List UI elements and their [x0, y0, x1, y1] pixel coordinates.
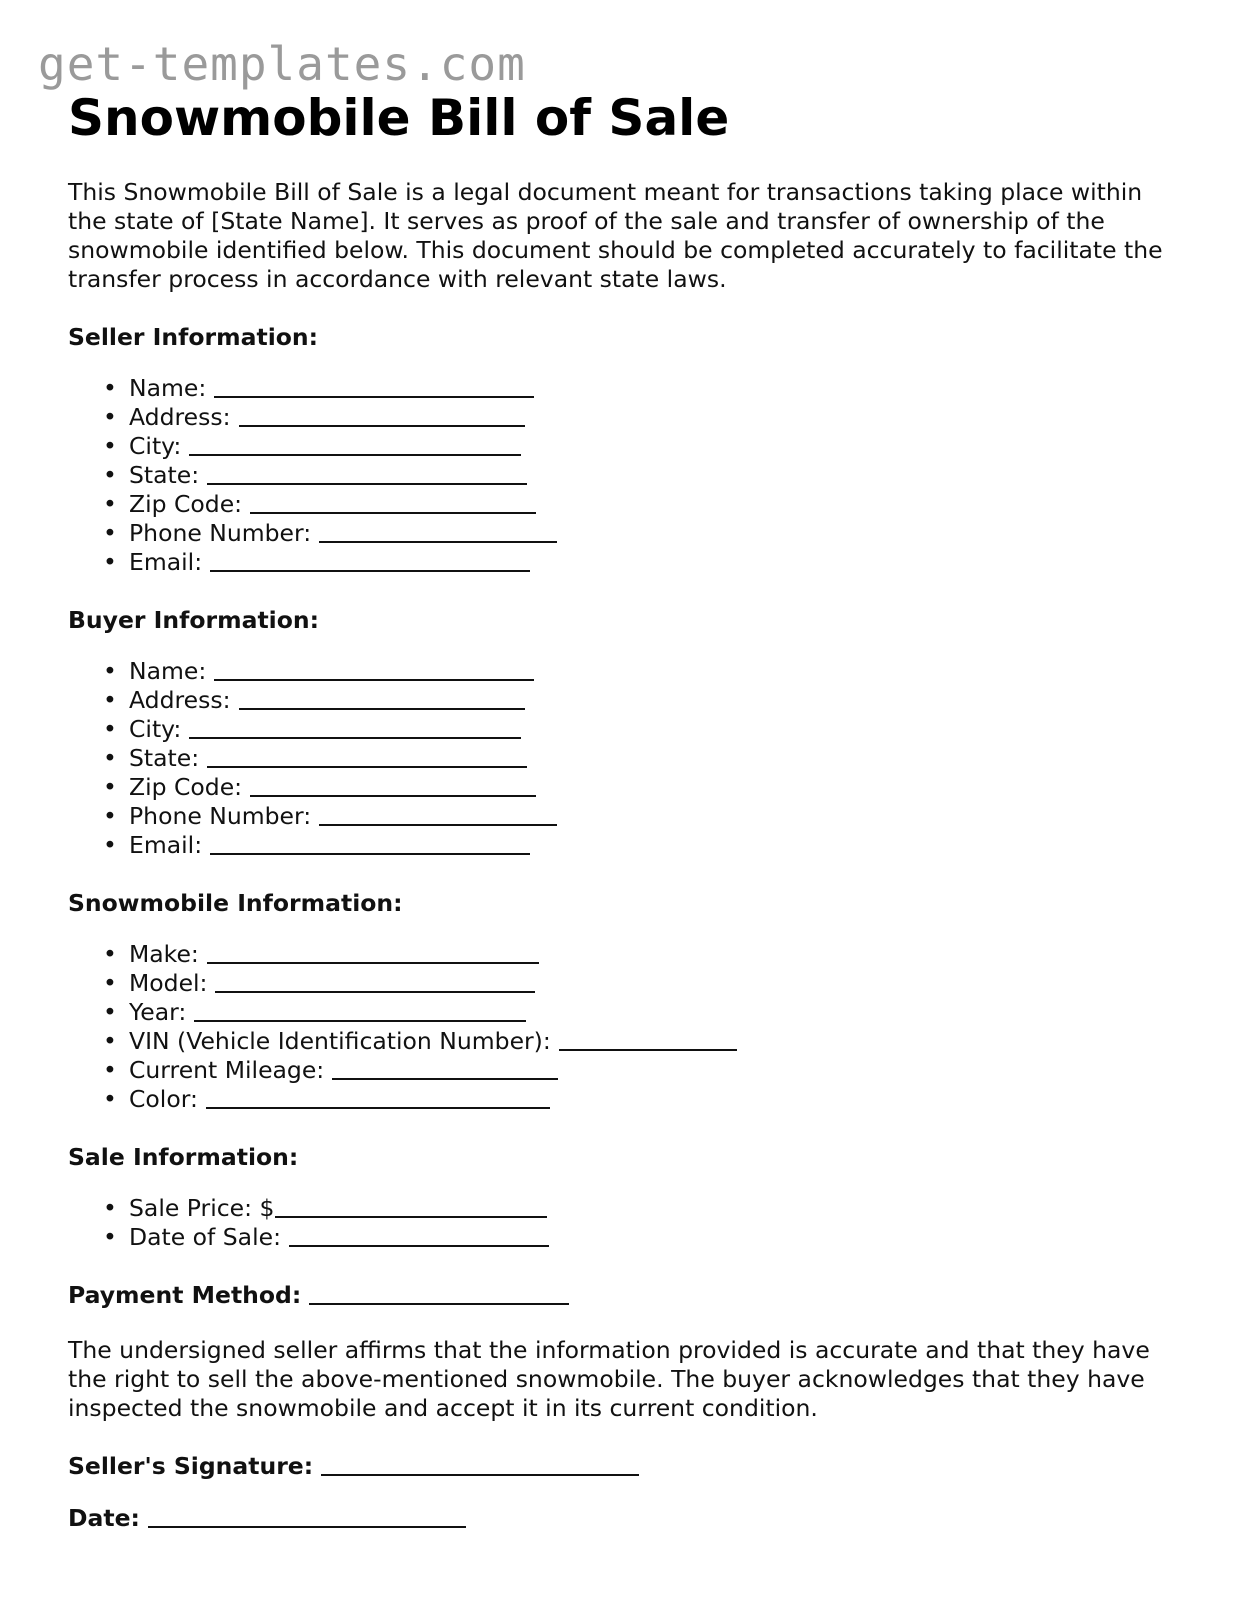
field-label: Email: [129, 548, 203, 576]
snowmobile-make-blank[interactable] [207, 962, 539, 964]
buyer-name-item [129, 657, 1188, 686]
seller-signature-label: Seller's Signature: [68, 1452, 314, 1480]
snowmobile-mileage-blank[interactable] [332, 1078, 558, 1080]
field-label: Name: [129, 374, 207, 402]
sale-date-blank[interactable] [289, 1245, 549, 1247]
snowmobile-make-item [129, 940, 1188, 969]
field-label: Date of Sale: [129, 1223, 281, 1251]
buyer-city-item [129, 715, 1188, 744]
seller-email-blank[interactable] [210, 570, 530, 572]
seller-signature-blank[interactable] [321, 1474, 639, 1476]
seller-address-blank[interactable] [239, 425, 525, 427]
snowmobile-vin-item [129, 1027, 1188, 1056]
field-label: Address: [129, 686, 231, 714]
field-label: Address: [129, 403, 231, 431]
field-label: City: [129, 432, 182, 460]
page-title: Snowmobile Bill of Sale [68, 89, 730, 147]
sale-date-item [129, 1223, 1188, 1252]
affirmation-paragraph: The undersigned seller affirms that the information provided is accurate and that they have the right to sell the above-mentioned snowmobile. The buyer acknowledges that they have inspected the snowmobile and accept it in its current condition. [68, 1336, 1150, 1422]
buyer-name-blank[interactable] [214, 679, 534, 681]
seller-phone-item [129, 519, 1188, 548]
buyer-phone-item [129, 802, 1188, 831]
buyer-email-blank[interactable] [210, 853, 530, 855]
field-label: Model: [129, 969, 208, 997]
payment-method-blank[interactable] [309, 1303, 569, 1305]
seller-signature-line [68, 1451, 1188, 1481]
field-label: State: [129, 461, 200, 489]
snowmobile-heading: Snowmobile Information: [68, 889, 403, 917]
field-label: Name: [129, 657, 207, 685]
snowmobile-model-item [129, 969, 1188, 998]
field-label: Phone Number: [129, 802, 312, 830]
seller-city-item [129, 432, 1188, 461]
seller-state-blank[interactable] [207, 483, 527, 485]
field-label: Color: [129, 1085, 198, 1113]
field-label: Phone Number: [129, 519, 312, 547]
field-label: Email: [129, 831, 203, 859]
buyer-phone-blank[interactable] [319, 824, 557, 826]
document [68, 88, 1188, 1533]
seller-email-item [129, 548, 1188, 577]
seller-field-list [68, 374, 1188, 577]
snowmobile-vin-blank[interactable] [559, 1049, 737, 1051]
seller-zip-blank[interactable] [250, 512, 536, 514]
seller-phone-blank[interactable] [319, 541, 557, 543]
field-label: Zip Code: [129, 490, 243, 518]
seller-heading: Seller Information: [68, 323, 319, 351]
seller-city-blank[interactable] [189, 454, 521, 456]
intro-paragraph: This Snowmobile Bill of Sale is a legal document meant for transactions taking place within the state of [State Name]. It serves as proof of the sale and transfer of ownership of the snowmobile identified below. This document should be completed accurately to facilitate the transfer process in accordance with relevant state laws. [68, 178, 1163, 293]
seller-zip-item [129, 490, 1188, 519]
snowmobile-year-blank[interactable] [194, 1020, 526, 1022]
buyer-state-blank[interactable] [207, 766, 527, 768]
watermark: get-templates.com [38, 37, 526, 91]
snowmobile-field-list [68, 940, 1188, 1114]
seller-name-blank[interactable] [214, 396, 534, 398]
buyer-address-blank[interactable] [239, 708, 525, 710]
date-label: Date: [68, 1504, 140, 1532]
buyer-city-blank[interactable] [189, 737, 521, 739]
field-label: Year: [129, 998, 187, 1026]
seller-state-item [129, 461, 1188, 490]
buyer-zip-blank[interactable] [250, 795, 536, 797]
buyer-field-list [68, 657, 1188, 860]
sale-field-list [68, 1194, 1188, 1252]
field-label: Zip Code: [129, 773, 243, 801]
field-label: Current Mileage: [129, 1056, 325, 1084]
sale-heading: Sale Information: [68, 1143, 299, 1171]
sale-price-item [129, 1194, 1188, 1223]
snowmobile-color-blank[interactable] [206, 1107, 550, 1109]
seller-name-item [129, 374, 1188, 403]
snowmobile-mileage-item [129, 1056, 1188, 1085]
field-label: VIN (Vehicle Identification Number): [129, 1027, 551, 1055]
date-blank[interactable] [148, 1526, 466, 1528]
sale-price-blank[interactable] [275, 1216, 547, 1218]
seller-address-item [129, 403, 1188, 432]
field-label: Make: [129, 940, 199, 968]
payment-method-line [68, 1280, 1188, 1310]
payment-method-label: Payment Method: [68, 1281, 302, 1309]
buyer-email-item [129, 831, 1188, 860]
buyer-state-item [129, 744, 1188, 773]
buyer-address-item [129, 686, 1188, 715]
snowmobile-year-item [129, 998, 1188, 1027]
field-label: State: [129, 744, 200, 772]
buyer-zip-item [129, 773, 1188, 802]
snowmobile-model-blank[interactable] [215, 991, 535, 993]
buyer-heading: Buyer Information: [68, 606, 320, 634]
snowmobile-color-item [129, 1085, 1188, 1114]
date-line [68, 1503, 1188, 1533]
field-label: City: [129, 715, 182, 743]
field-label: Sale Price: $ [129, 1194, 275, 1222]
